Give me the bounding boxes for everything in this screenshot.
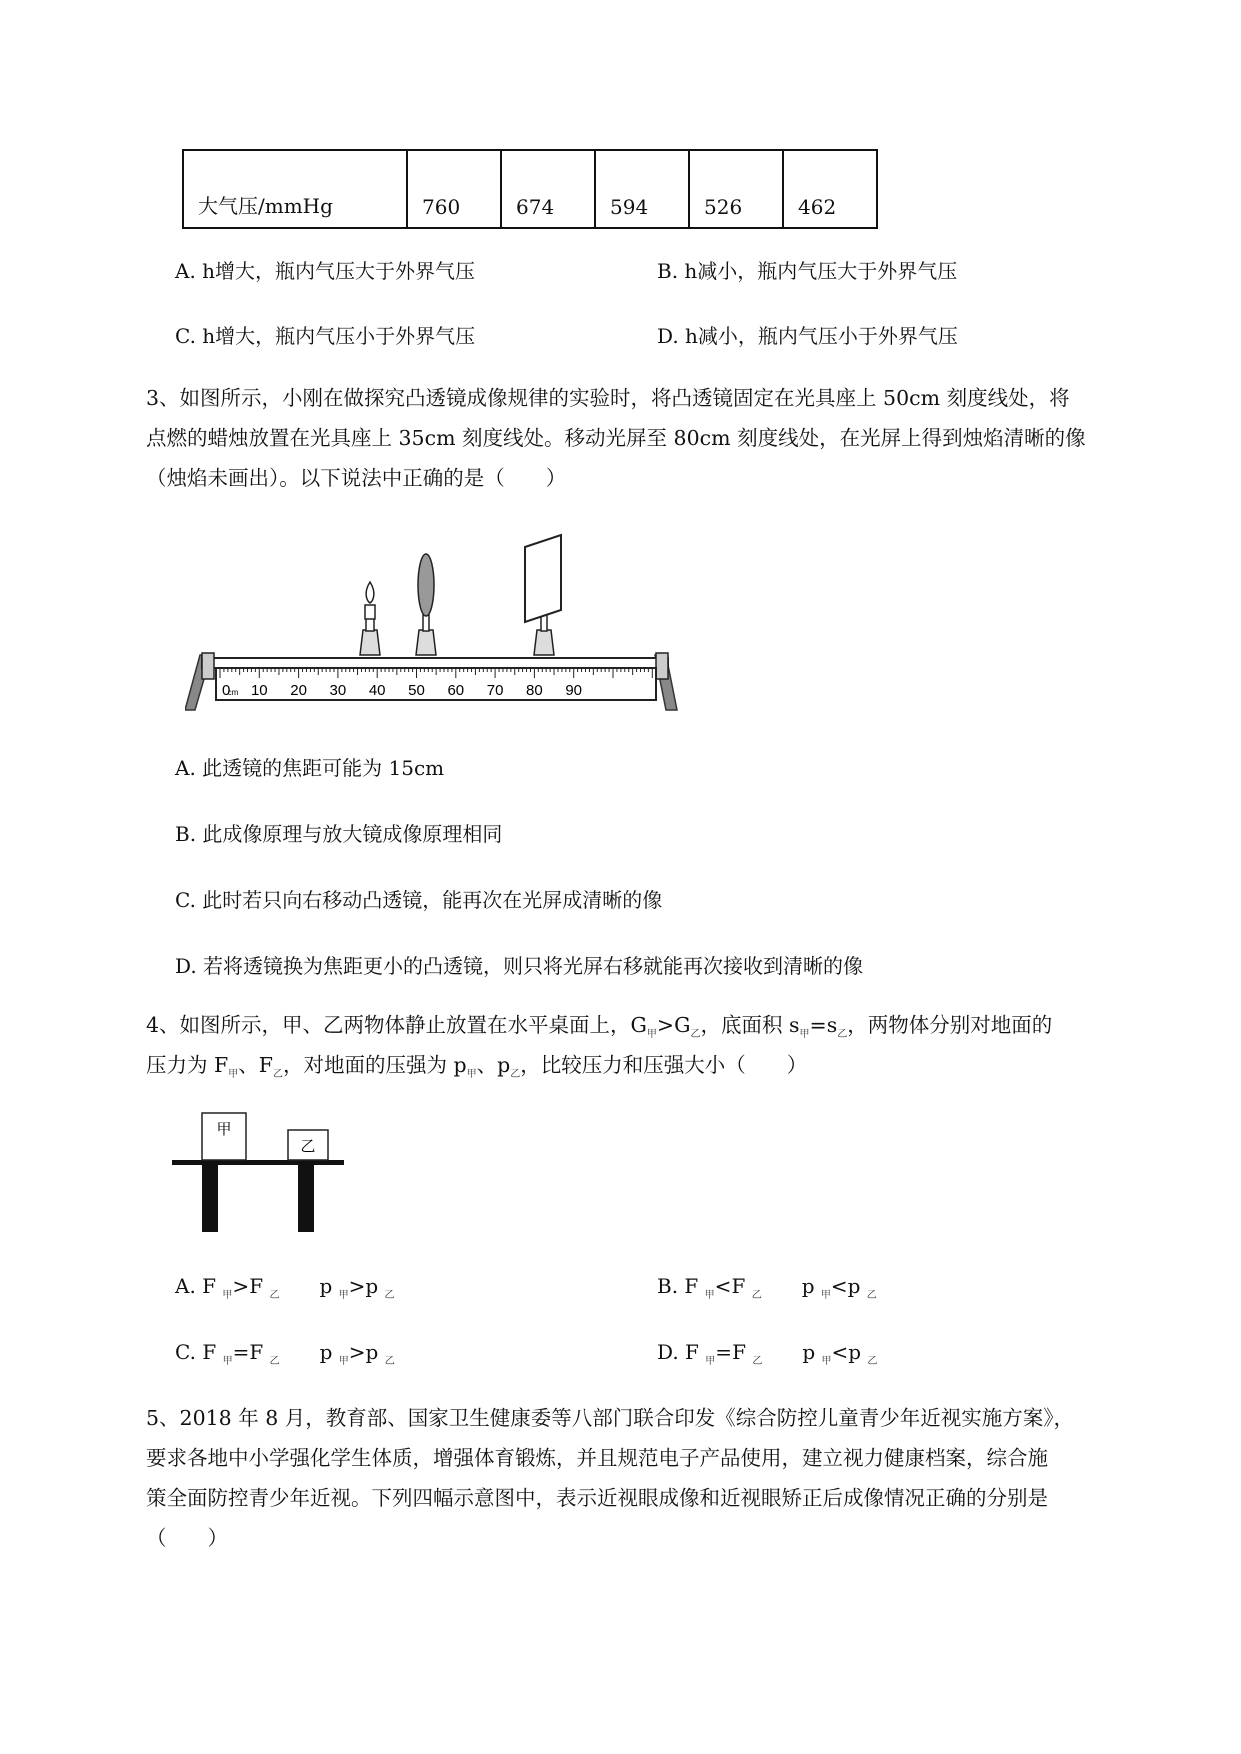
ruler-tick-label: cm [227, 688, 239, 697]
bench-end-left [202, 653, 214, 679]
ruler-tick-label: 80 [526, 682, 543, 699]
q2-option-a: A. h增大，瓶内气压大于外界气压 [175, 259, 476, 283]
ruler-tick-label: 40 [368, 682, 386, 699]
ruler-tick-label: 30 [329, 682, 347, 699]
ruler-tick-label: 50 [408, 682, 425, 699]
ruler-tick-label: 90 [565, 682, 583, 699]
q3-option-a: A. 此透镜的焦距可能为 15cm [175, 756, 445, 780]
table-cell: 594 [595, 150, 689, 228]
table-cell: 760 [407, 150, 501, 228]
pressure-table [182, 149, 878, 229]
q4-line-2: 压力为 $F_甲$、$F_乙$，对地面的压强为 $p_甲$、$p_乙$，比较压力和压强大小（ ） [146, 1053, 808, 1080]
table-cell: 526 [689, 150, 783, 228]
block-jia-label: 甲 [216, 1121, 232, 1138]
q3-option-d: D. 若将透镜换为焦距更小的凸透镜，则只将光屏右移就能再次接收到清晰的像 [175, 954, 864, 978]
blocks-on-table-figure [172, 1108, 352, 1238]
bench-end-right [656, 653, 668, 679]
q5-line-4: （ ） [146, 1526, 228, 1550]
q3-option-b: B. 此成像原理与放大镜成像原理相同 [175, 822, 503, 846]
candle [360, 582, 380, 655]
bench-rail [202, 658, 668, 668]
light-screen [525, 535, 561, 655]
table-cell: 462 [783, 150, 877, 228]
q4-line-1: 4、如图所示，甲、乙两物体静止放置在水平桌面上，$G_甲>G_乙$，底面积 $s_甲=s_乙$，两物体分别对地面的 [146, 1013, 1053, 1040]
table-label-cell: 大气压/mmHg [183, 150, 407, 228]
ruler-tick-label: 60 [447, 682, 465, 699]
table-row [183, 150, 877, 228]
block-yi-label: 乙 [300, 1138, 316, 1155]
q2-option-d: D. h减小，瓶内气压小于外界气压 [657, 324, 958, 348]
table-leg-right [298, 1165, 314, 1232]
optical-bench-figure [185, 525, 685, 715]
table-cell: 674 [501, 150, 595, 228]
ruler-tick-label: 10 [250, 682, 268, 699]
table-leg-left [202, 1165, 218, 1232]
q5-line-3: 策全面防控青少年近视。下列四幅示意图中，表示近视眼成像和近视眼矫正后成像情况正确的分别是 [146, 1486, 1048, 1510]
q3-line-2: 点燃的蜡烛放置在光具座上 35cm 刻度线处。移动光屏至 80cm 刻度线处，在光屏上得到烛焰清晰的像 [146, 426, 1086, 450]
q3-line-3: （烛焰未画出）。以下说法中正确的是（ ） [146, 466, 567, 490]
q4-option-d: D. F $_甲$=F $_乙$ p $_甲$<p $_乙$ [657, 1340, 878, 1367]
q2-option-b: B. h减小，瓶内气压大于外界气压 [657, 259, 958, 283]
q2-option-c: C. h增大，瓶内气压小于外界气压 [175, 324, 476, 348]
ruler-tick-label: 20 [290, 682, 307, 699]
q3-line-1: 3、如图所示，小刚在做探究凸透镜成像规律的实验时，将凸透镜固定在光具座上 50cm 刻度线处，将 [146, 386, 1070, 410]
convex-lens [416, 554, 436, 655]
q4-option-a: A. F $_甲$>F $_乙$ p $_甲$>p $_乙$ [175, 1274, 395, 1301]
q3-option-c: C. 此时若只向右移动凸透镜，能再次在光屏成清晰的像 [175, 888, 663, 912]
q4-option-b: B. F $_甲$<F $_乙$ p $_甲$<p $_乙$ [657, 1274, 877, 1301]
q5-line-2: 要求各地中小学强化学生体质，增强体育锻炼，并且规范电子产品使用，建立视力健康档案，综合施 [146, 1446, 1048, 1470]
q5-line-1: 5、2018 年 8 月，教育部、国家卫生健康委等八部门联合印发《综合防控儿童青少年近视实施方案》， [146, 1406, 1075, 1430]
ruler-tick-label: 0 [222, 682, 231, 699]
q4-option-c: C. F $_甲$=F $_乙$ p $_甲$>p $_乙$ [175, 1340, 395, 1367]
ruler-tick-label: 70 [486, 682, 504, 699]
